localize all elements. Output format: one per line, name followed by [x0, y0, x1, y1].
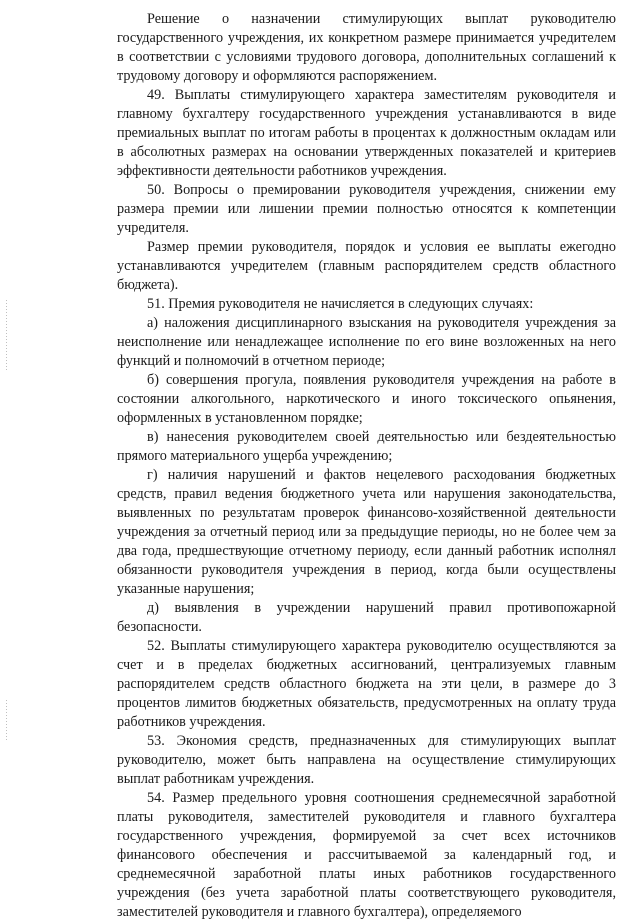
paragraph-51-v: в) нанесения руководителем своей деятельностью или бездеятельностью прямого материального ущерба учреждению;	[117, 429, 616, 464]
paragraph-51-d: д) выявления в учреждении нарушений правил противопожарной безопасности.	[117, 600, 616, 635]
scan-margin-mark	[6, 700, 7, 740]
paragraph-decision: Решение о назначении стимулирующих выплат руководителю государственного учреждения, их конкретном размере принимается учредителем в соответствии с условиями трудового договора, дополнительных соглашений к трудовому договору и оформляются распоряжением.	[117, 11, 616, 84]
paragraph-52: 52. Выплаты стимулирующего характера руководителю осуществляются за счет и в пределах бюджетных ассигнований, централизуемых главным распорядителем средств областного бюджета на эти цели, в размере до 3 процентов лимитов бюджетных обязательств, предусмотренных на оплату труда работников учреждения.	[117, 638, 616, 730]
paragraph-bonus-size: Размер премии руководителя, порядок и условия ее выплаты ежегодно устанавливаются учредителем (главным распорядителем средств областного бюджета).	[117, 239, 616, 293]
paragraph-51-a: а) наложения дисциплинарного взыскания на руководителя учреждения за неисполнение или ненадлежащее исполнение по его вине возложенных на него функций и полномочий в отчетном периоде;	[117, 315, 616, 369]
paragraph-50: 50. Вопросы о премировании руководителя учреждения, снижении ему размера премии или лишении премии полностью относятся к компетенции учредителя.	[117, 182, 616, 236]
paragraph-51: 51. Премия руководителя не начисляется в следующих случаях:	[147, 296, 534, 312]
paragraph-49: 49. Выплаты стимулирующего характера заместителям руководителя и главному бухгалтеру государственного учреждения устанавливаются в виде премиальных выплат по итогам работы в процентах к должностным окладам или в абсолютных размерах на основании утвержденных показателей и критериев эффективности деятельности работников учреждения.	[117, 87, 616, 179]
paragraph-51-g: г) наличия нарушений и фактов нецелевого расходования бюджетных средств, правил ведения бюджетного учета или нарушения законодательства, выявленных по результатам проверок финансово-хозяйственной деятельности учреждения за отчетный период или за предыдущие периоды, но не более чем за два года, предшествующие отчетному периоду, если данный работник исполнял обязанности руководителя учреждения в период, когда были осуществлены указанные нарушения;	[117, 467, 616, 597]
scan-margin-mark	[6, 300, 7, 370]
paragraph-51-b: б) совершения прогула, появления руководителя учреждения на работе в состоянии алкогольного, наркотического и иного токсического опьянения, оформленных в установленном порядке;	[117, 372, 616, 426]
document-body	[117, 10, 616, 922]
paragraph-53: 53. Экономия средств, предназначенных для стимулирующих выплат руководителю, может быть направлена на осуществление стимулирующих выплат работникам учреждения.	[117, 733, 616, 787]
paragraph-54: 54. Размер предельного уровня соотношения среднемесячной заработной платы руководителя, заместителей руководителя и главного бухгалтера государственного учреждения, формируемой за счет всех источников финансового обеспечения и рассчитываемой за календарный год, и среднемесячной заработной платы иных работников государственного учреждения (без учета заработной платы соответствующего руководителя, заместителей руководителя и главного бухгалтера), определяемого	[117, 790, 616, 920]
